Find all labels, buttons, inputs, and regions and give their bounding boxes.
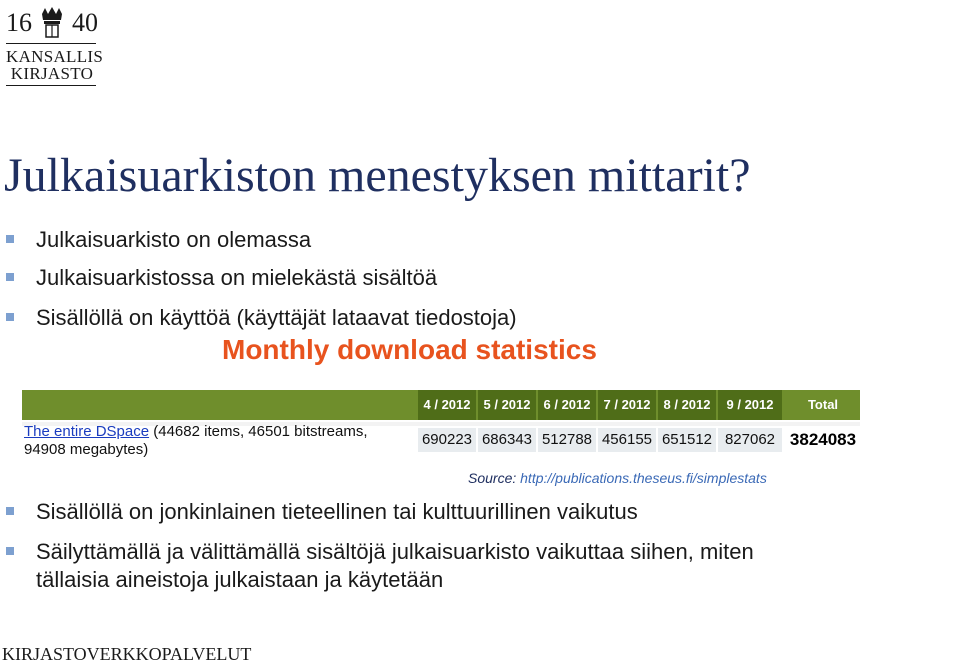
source-url-link[interactable]: http://publications.theseus.fi/simplestats	[520, 470, 767, 486]
stats-col-header: 8 / 2012	[658, 390, 716, 420]
stats-col-header: 9 / 2012	[718, 390, 782, 420]
stats-cell: 512788	[538, 428, 597, 452]
logo-year-left: 16	[6, 8, 32, 37]
stats-col-header: 4 / 2012	[418, 390, 476, 420]
bullet-square-icon	[6, 235, 14, 243]
stats-cell: 651512	[658, 428, 717, 452]
bullet-square-icon	[6, 547, 14, 555]
stats-col-header-total: Total	[786, 390, 860, 420]
logo-year	[6, 4, 98, 40]
stats-cell-total: 3824083	[786, 428, 861, 452]
stats-heading: Monthly download statistics	[222, 334, 597, 365]
logo-line-1: KANSALLIS	[6, 47, 104, 66]
source-label: Source:	[468, 470, 517, 486]
footer-brand: KIRJASTOVERKKOPALVELUT	[2, 644, 252, 664]
logo-year-right: 40	[72, 8, 98, 37]
stats-cell: 690223	[418, 428, 477, 452]
stats-cell: 827062	[718, 428, 783, 452]
source-note	[468, 469, 767, 487]
logo-rule-bottom	[6, 85, 96, 86]
bullet-square-icon	[6, 507, 14, 515]
stats-cell: 456155	[598, 428, 657, 452]
kansalliskirjasto-logo	[2, 2, 104, 88]
stats-row-label	[24, 423, 412, 459]
stats-col-header: 6 / 2012	[538, 390, 596, 420]
row-desc-1: (44682 items, 46501 bitstreams,	[153, 423, 368, 440]
stats-col-header: 5 / 2012	[478, 390, 536, 420]
slide-title: Julkaisuarkiston menestyksen mittarit?	[4, 149, 751, 202]
stats-col-header: 7 / 2012	[598, 390, 656, 420]
logo-line-2: KIRJASTO	[10, 64, 94, 83]
bullet-square-icon	[6, 273, 14, 281]
entire-dspace-link[interactable]: The entire DSpace	[24, 423, 150, 440]
logo-rule-top	[6, 43, 96, 44]
row-desc-2: 94908 megabytes)	[24, 441, 149, 458]
bullet-square-icon	[6, 313, 14, 321]
stats-cell: 686343	[478, 428, 537, 452]
crown-crest-icon	[39, 4, 65, 40]
download-stats-table	[22, 390, 860, 462]
